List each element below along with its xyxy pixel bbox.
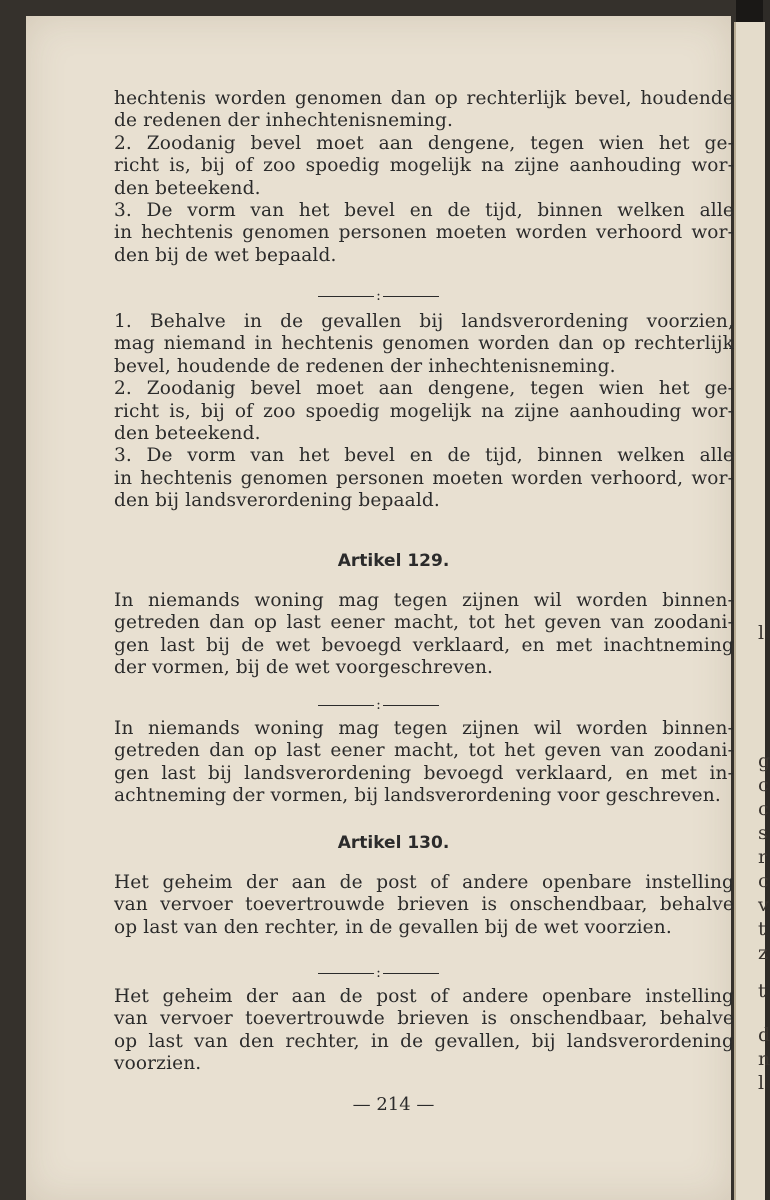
edge-character: s bbox=[758, 822, 768, 844]
text-line: hechtenis worden genomen dan op rechterlijk bevel, houdende bbox=[114, 88, 734, 109]
text-block-6 bbox=[114, 986, 734, 1076]
edge-character: r bbox=[758, 846, 768, 868]
text-line: den bij landsverordening bepaald. bbox=[114, 490, 440, 512]
text-line: getreden dan op last eener macht, tot het geven van zoodani- bbox=[114, 612, 734, 634]
text-block-4 bbox=[114, 718, 734, 808]
text-line: In niemands woning mag tegen zijnen wil worden binnen- bbox=[114, 718, 734, 739]
edge-character: z bbox=[758, 942, 769, 964]
edge-character: n bbox=[758, 1048, 770, 1070]
text-line: den beteekend. bbox=[114, 177, 261, 199]
text-line: gen last bij de wet bevoegd verklaard, en met inachtneming bbox=[114, 634, 734, 656]
section-separator: : bbox=[26, 697, 731, 713]
edge-character: c bbox=[758, 774, 769, 796]
text-line: de redenen der inhechtenisneming. bbox=[114, 110, 454, 132]
scan-background bbox=[736, 0, 763, 22]
text-line: den beteekend. bbox=[114, 422, 261, 444]
text-line: 2. Zoodanig bevel moet aan dengene, tegen wien het ge- bbox=[114, 132, 734, 154]
text-line: gen last bij landsverordening bevoegd verklaard, en met in- bbox=[114, 762, 734, 784]
text-line: van vervoer toevertrouwde brieven is onschendbaar, behalve bbox=[114, 1008, 734, 1030]
edge-character: t bbox=[758, 980, 766, 1002]
edge-character: l bbox=[758, 622, 765, 644]
text-line: richt is, bij of zoo spoedig mogelijk na zijne aanhouding wor- bbox=[114, 400, 734, 422]
article-heading-129: Artikel 129. bbox=[337, 551, 450, 571]
text-line: op last van den rechter, in de gevallen bij de wet voorzien. bbox=[114, 916, 672, 938]
text-line: der vormen, bij de wet voorgeschreven. bbox=[114, 657, 494, 679]
text-line: 3. De vorm van het bevel en de tijd, binnen welken alle bbox=[114, 199, 734, 221]
section-separator: : bbox=[26, 288, 731, 304]
edge-character: l bbox=[758, 1072, 765, 1094]
text-line: 3. De vorm van het bevel en de tijd, binnen welken alle bbox=[114, 445, 734, 467]
text-line: Het geheim der aan de post of andere openbare instelling bbox=[114, 986, 734, 1007]
text-line: 2. Zoodanig bevel moet aan dengene, tegen wien het ge- bbox=[114, 378, 734, 400]
text-line: Het geheim der aan de post of andere openbare instelling bbox=[114, 872, 734, 893]
edge-character: t bbox=[758, 918, 766, 940]
text-line: mag niemand in hechtenis genomen worden dan op rechterlijk bbox=[114, 333, 734, 355]
page-number: — 214 — bbox=[352, 1094, 435, 1115]
text-line: op last van den rechter, in de gevallen, bij landsverordening bbox=[114, 1030, 734, 1052]
article-heading-130: Artikel 130. bbox=[337, 833, 450, 853]
section-separator: : bbox=[26, 965, 731, 981]
text-line: in hechtenis genomen personen moeten worden verhoord wor- bbox=[114, 222, 734, 244]
text-block-5 bbox=[114, 872, 734, 939]
text-block-1 bbox=[114, 88, 734, 267]
edge-character: v bbox=[758, 894, 769, 916]
edge-character: d bbox=[758, 1024, 770, 1046]
text-line: in hechtenis genomen personen moeten worden verhoord, wor- bbox=[114, 467, 734, 489]
edge-character: c bbox=[758, 870, 769, 892]
text-block-3 bbox=[114, 590, 734, 680]
adjacent-page-edge bbox=[734, 22, 770, 1200]
edge-character: g bbox=[758, 750, 770, 772]
text-line: 1. Behalve in de gevallen bij landsverordening voorzien, bbox=[114, 311, 734, 332]
document-page bbox=[26, 16, 734, 1200]
text-block-2 bbox=[114, 311, 734, 513]
text-line: van vervoer toevertrouwde brieven is onschendbaar, behalve bbox=[114, 894, 734, 916]
text-line: richt is, bij of zoo spoedig mogelijk na zijne aanhouding wor- bbox=[114, 155, 734, 177]
text-line: voorzien. bbox=[114, 1053, 202, 1075]
text-line: den bij de wet bepaald. bbox=[114, 244, 337, 266]
text-line: bevel, houdende de redenen der inhechtenisneming. bbox=[114, 355, 616, 377]
text-line: getreden dan op last eener macht, tot het geven van zoodani- bbox=[114, 740, 734, 762]
edge-character: c bbox=[758, 798, 769, 820]
text-line: In niemands woning mag tegen zijnen wil worden binnen- bbox=[114, 590, 734, 611]
text-line: achtneming der vormen, bij landsverordening voor geschreven. bbox=[114, 785, 721, 807]
